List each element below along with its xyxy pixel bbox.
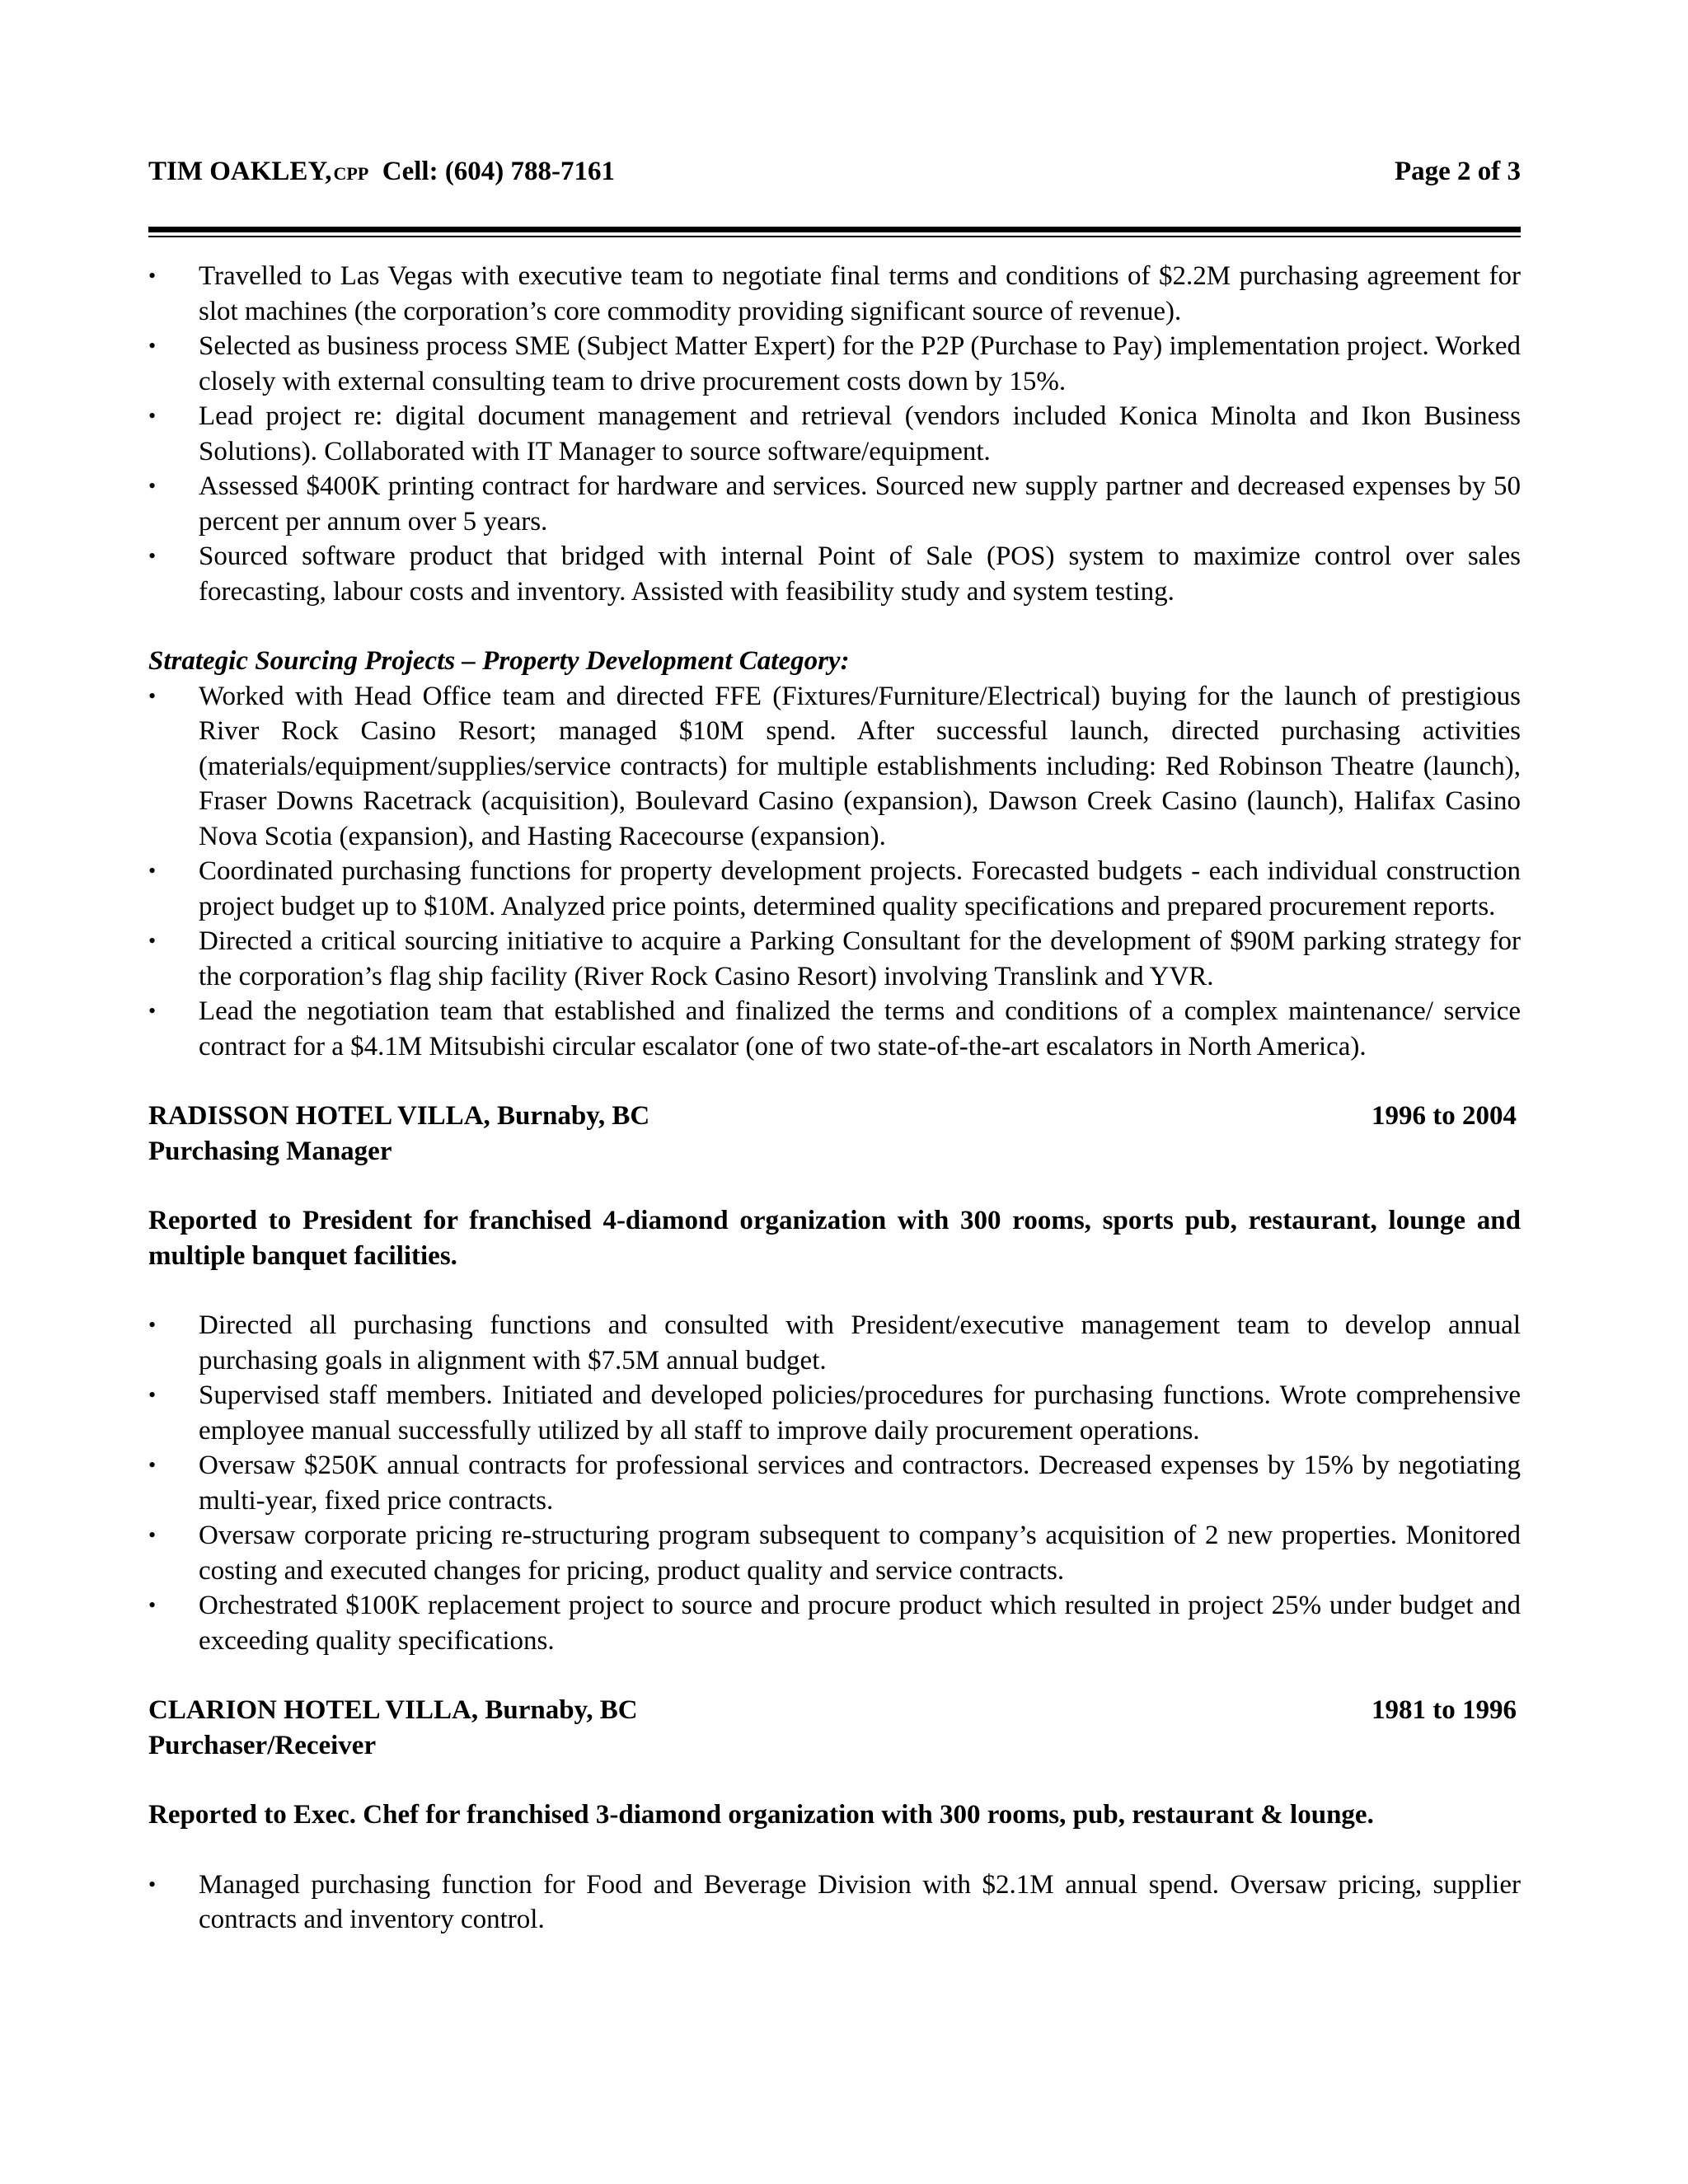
section-heading-strategic-sourcing: Strategic Sourcing Projects – Property Development Category: — [148, 646, 850, 676]
list-item — [148, 1378, 1521, 1448]
bullet-text: Directed a critical sourcing initiative to acquire a Parking Consultant for the development of $90M parking strategy for the corporation’s flag ship facility (River Rock Casino Resort) involving Translink and YVR. — [199, 926, 1521, 991]
list-item — [148, 399, 1521, 469]
employer-name: RADISSON HOTEL VILLA, Burnaby, BC — [148, 1101, 650, 1131]
list-item — [148, 1588, 1521, 1658]
bullet-icon: • — [148, 1313, 157, 1337]
clarion-bullet-list — [148, 1868, 1521, 1938]
list-item — [148, 1448, 1521, 1518]
bullet-icon: • — [148, 334, 157, 358]
candidate-designation: CPP — [333, 163, 369, 184]
job-header-clarion — [148, 1693, 1521, 1728]
bullet-text: Managed purchasing function for Food and Beverage Division with $2.1M annual spend. Oversaw pricing, supplier contracts and inventory control. — [199, 1869, 1521, 1934]
header-contact — [148, 153, 615, 192]
bullet-text: Coordinated purchasing functions for property development projects. Forecasted budgets - each individual construction project budget up to $10M. Analyzed price points, determined quality specifications and prepared procurement reports. — [199, 856, 1521, 921]
list-item — [148, 469, 1521, 539]
top-bullet-list — [148, 259, 1521, 609]
bullet-icon: • — [148, 1383, 157, 1407]
bullet-icon: • — [148, 999, 157, 1023]
list-item — [148, 679, 1521, 855]
bullet-icon: • — [148, 264, 157, 288]
radisson-bullet-list — [148, 1308, 1521, 1658]
job-header-radisson — [148, 1099, 1521, 1134]
page-header — [148, 153, 1521, 192]
cell-phone: Cell: (604) 788-7161 — [382, 157, 616, 186]
bullet-text: Lead the negotiation team that established and finalized the terms and conditions of a complex maintenance/ service contract for a $4.1M Mitsubishi circular escalator (one of two state-of-the-art escalators in North America). — [199, 996, 1521, 1062]
bullet-icon: • — [148, 544, 157, 568]
job-summary: Reported to Exec. Chef for franchised 3-diamond organization with 300 rooms, pub, restaurant & lounge. — [148, 1800, 1374, 1830]
job-title: Purchaser/Receiver — [148, 1730, 377, 1760]
employment-dates: 1996 to 2004 — [1372, 1101, 1517, 1131]
list-item — [148, 994, 1521, 1064]
bullet-text: Selected as business process SME (Subject Matter Expert) for the P2P (Purchase to Pay) implementation project. Worked closely with external consulting team to drive procurement costs down by 15%. — [199, 331, 1521, 396]
strategic-bullet-list — [148, 679, 1521, 1065]
header-divider — [148, 227, 1521, 237]
bullet-icon: • — [148, 1523, 157, 1547]
bullet-icon: • — [148, 1872, 157, 1896]
bullet-text: Worked with Head Office team and directed FFE (Fixtures/Furniture/Electrical) buying for the launch of prestigious River Rock Casino Resort; managed $10M spend. After successful launch, directed purchasing activities (materials/equipment/supplies/service contracts) for multiple establishments including: Red Robinson Theatre (launch), Fraser Downs Racetrack (acquisition), Boulevard Casino (expansion), Dawson Creek Casino (launch), Halifax Casino Nova Scotia (expansion), and Hasting Racecourse (expansion). — [199, 681, 1521, 851]
employment-dates: 1981 to 1996 — [1372, 1695, 1517, 1725]
job-title: Purchasing Manager — [148, 1136, 392, 1166]
bullet-text: Assessed $400K printing contract for hardware and services. Sourced new supply partner and decreased expenses by 50 percent per annum over 5 years. — [199, 471, 1521, 537]
job-summary: Reported to President for franchised 4-diamond organization with 300 rooms, sports pub, restaurant, lounge and multiple banquet facilities. — [148, 1206, 1521, 1271]
list-item — [148, 854, 1521, 924]
list-item — [148, 924, 1521, 994]
employer-name: CLARION HOTEL VILLA, Burnaby, BC — [148, 1695, 638, 1725]
list-item — [148, 329, 1521, 399]
bullet-icon: • — [148, 1453, 157, 1477]
bullet-icon: • — [148, 474, 157, 498]
bullet-text: Lead project re: digital document management and retrieval (vendors included Konica Minolta and Ikon Business Solutions). Collaborated with IT Manager to source software/equipment. — [199, 401, 1521, 466]
bullet-text: Sourced software product that bridged with internal Point of Sale (POS) system to maximize control over sales forecasting, labour costs and inventory. Assisted with feasibility study and system testing. — [199, 541, 1521, 607]
bullet-icon: • — [148, 1593, 157, 1617]
bullet-text: Travelled to Las Vegas with executive team to negotiate final terms and conditions of $2.2M purchasing agreement for slot machines (the corporation’s core commodity providing significant source of revenue). — [199, 261, 1521, 326]
bullet-text: Oversaw corporate pricing re-structuring program subsequent to company’s acquisition of 2 new properties. Monitored costing and executed changes for pricing, product quality and service contracts. — [199, 1521, 1521, 1586]
list-item — [148, 259, 1521, 329]
bullet-text: Supervised staff members. Initiated and developed policies/procedures for purchasing functions. Wrote comprehensive employee manual successfully utilized by all staff to improve daily procurement operations. — [199, 1380, 1521, 1446]
bullet-text: Directed all purchasing functions and consulted with President/executive management team to develop annual purchasing goals in alignment with $7.5M annual budget. — [199, 1310, 1521, 1376]
list-item — [148, 1518, 1521, 1588]
list-item — [148, 1308, 1521, 1378]
page-number: Page 2 of 3 — [1394, 157, 1521, 186]
bullet-icon: • — [148, 859, 157, 883]
candidate-name: TIM OAKLEY, — [148, 157, 332, 186]
bullet-icon: • — [148, 404, 157, 428]
bullet-text: Orchestrated $100K replacement project to source and procure product which resulted in project 25% under budget and exceeding quality specifications. — [199, 1591, 1521, 1656]
bullet-icon: • — [148, 683, 157, 708]
bullet-text: Oversaw $250K annual contracts for professional services and contractors. Decreased expenses by 15% by negotiating multi-year, fixed price contracts. — [199, 1451, 1521, 1516]
page-content — [148, 153, 1521, 1938]
bullet-icon: • — [148, 929, 157, 953]
list-item — [148, 1868, 1521, 1938]
list-item — [148, 539, 1521, 609]
